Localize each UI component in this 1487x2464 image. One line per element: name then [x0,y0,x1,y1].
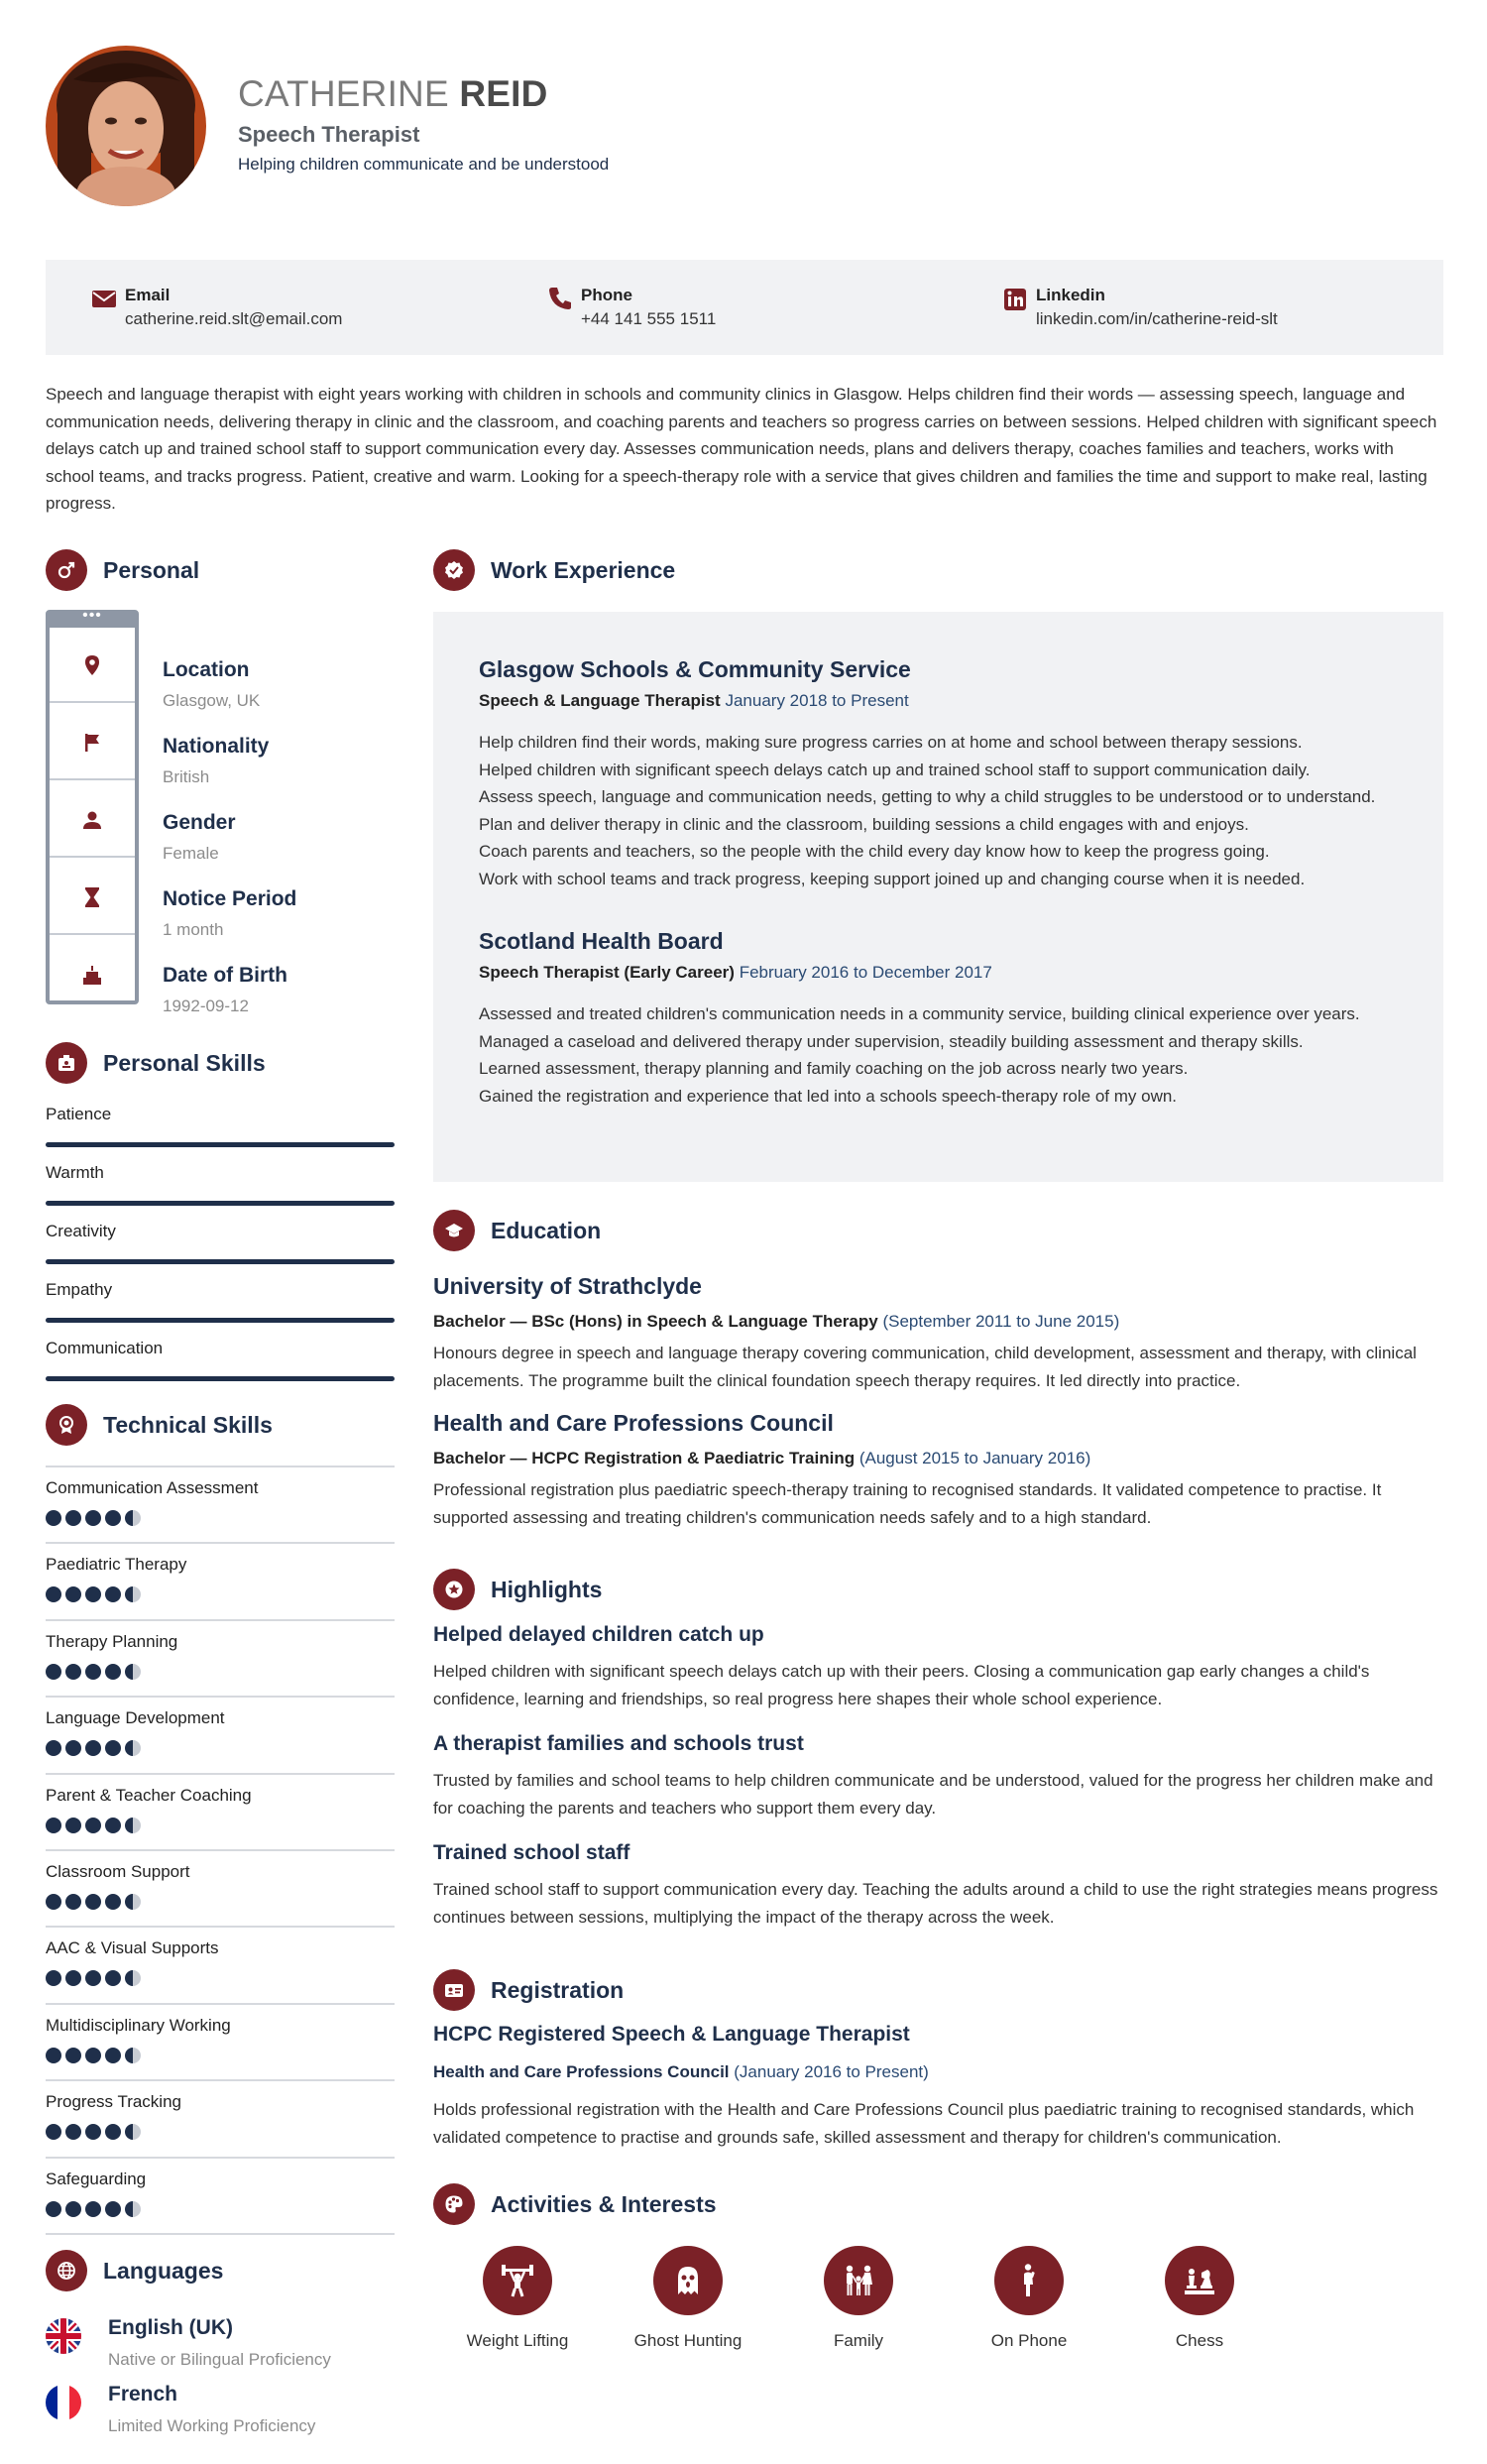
rating-dot-filled [85,1510,101,1526]
personal-icon-panel [46,607,139,1004]
location-pin-icon [81,654,103,676]
email-value[interactable]: catherine.reid.slt@email.com [125,309,343,328]
skill-rating [46,1510,145,1526]
skill-rating [46,1970,145,1986]
uk-flag-icon [46,2318,81,2354]
activity-label: Ghost Hunting [633,2331,743,2350]
rating-dot-filled [46,2201,61,2217]
rating-dot-filled [105,2201,121,2217]
skill-rating [46,2048,145,2063]
rating-dot-filled [105,1664,121,1680]
rating-dot-filled [85,2201,101,2217]
rating-dot-filled [65,1894,81,1910]
skill-bar [46,1142,395,1147]
skill-divider [46,1619,395,1621]
registration-issuer: Health and Care Professions Council [433,2062,730,2081]
skill-divider [46,2233,395,2235]
personal-key: Gender [163,811,236,834]
skill-divider [46,1542,395,1544]
job-meta [479,691,1430,711]
job-bullets [479,1000,1430,1110]
highlight-item [433,1623,1443,1712]
rating-dot-filled [65,2048,81,2063]
first-name: CATHERINE [238,73,449,114]
job-meta [479,963,1430,983]
rating-dot-filled [46,2124,61,2140]
hourglass-icon [81,886,103,908]
id-card-icon [433,1969,475,2011]
skill-rating [46,2124,145,2140]
personal-notice-period [163,887,296,940]
personal-key: Date of Birth [163,964,287,987]
activity-item [1135,2246,1264,2351]
rating-dot-half [125,1818,141,1833]
job-bullet: Helped children with significant speech delays catch up and trained school staff to support communication daily. [479,760,1311,779]
id-badge-icon [46,1042,87,1084]
candidate-name [238,73,548,115]
rating-dot-filled [85,1586,101,1602]
star-badge-icon [433,1569,475,1610]
rating-dot-filled [85,1818,101,1833]
highlight-item [433,1841,1443,1931]
section-title: Work Experience [491,557,676,583]
rating-dot-filled [85,1894,101,1910]
skill-name: Multidisciplinary Working [46,2015,231,2035]
work-experience-panel [433,612,1443,1182]
mail-icon [91,286,117,311]
language-level: Limited Working Proficiency [108,2416,316,2435]
skill-name: Empathy [46,1280,113,1299]
skill-name: Paediatric Therapy [46,1555,187,1575]
education-degree: Bachelor — HCPC Registration & Paediatric Training [433,1449,856,1467]
ghost-icon [653,2246,723,2315]
skill-rating [46,2201,145,2217]
personal-cell [50,628,135,703]
flag-icon [81,732,103,754]
job-bullet: Plan and deliver therapy in clinic and the classroom, building sessions a child engages with and enjoys. [479,814,1249,834]
rating-dot-half [125,2201,141,2217]
skill-divider [46,1849,395,1851]
registration-dates: (January 2016 to Present) [734,2062,929,2081]
skill-bar [46,1201,395,1206]
skill-bar [46,1318,395,1323]
rating-dot-filled [65,1740,81,1756]
panel-dots-icon: ••• [82,607,102,624]
rating-dot-filled [65,1586,81,1602]
skill-name: Safeguarding [46,2169,147,2188]
section-title: Activities & Interests [491,2191,717,2217]
skill-rating [46,1740,145,1756]
profile-photo [46,46,206,206]
job-bullets [479,729,1430,892]
personal-key: Nationality [163,735,270,758]
skill-divider [46,1466,395,1467]
job-role: Speech Therapist [238,122,420,147]
rating-dot-filled [65,1970,81,1986]
section-title: Languages [103,2258,224,2284]
personal-location [163,658,260,711]
job-bullet: Learned assessment, therapy planning and family coaching on the job across nearly two years. [479,1059,1189,1078]
rating-dot-filled [85,1970,101,1986]
activity-label: Weight Lifting [466,2331,569,2350]
rating-dot-half [125,2124,141,2140]
skill-rating [46,1818,145,1833]
rating-dot-half [125,1970,141,1986]
registration-meta [433,2062,1443,2082]
personal-skill [46,1105,395,1124]
education-description: Professional registration plus paediatric speech-therapy training to recognised standards. It validated competence to practise. It supported assessing and treating children's communication needs safely and to a high standard. [433,1480,1382,1527]
rating-dot-half [125,1510,141,1526]
rating-dot-filled [65,2201,81,2217]
highlight-item [433,1732,1443,1821]
job-bullet: Coach parents and teachers, so the people with the child every day know how to keep the progress going. [479,842,1270,861]
weightlifting-icon [483,2246,552,2315]
job-organization: Glasgow Schools & Community Service [479,656,911,682]
personal-cell [50,937,135,1012]
job-bullet: Help children find their words, making sure progress carries on at home and school between therapy sessions. [479,733,1303,752]
rating-dot-filled [85,2048,101,2063]
job-title: Speech Therapist (Early Career) [479,963,735,982]
rating-dot-filled [46,1970,61,1986]
highlight-description: Trusted by families and school teams to help children communicate and be understood, valued for the progress her children make and for coaching the parents and teachers who support them every day. [433,1771,1433,1818]
personal-cell [50,860,135,935]
skill-name: Parent & Teacher Coaching [46,1785,252,1805]
globe-icon [46,2250,87,2291]
education-meta [433,1449,1443,1468]
section-title: Registration [491,1977,625,2003]
activity-label: Family [833,2331,884,2350]
highlight-description: Trained school staff to support communication every day. Teaching the adults around a child to use the right strategies means progress continues between sessions, multiplying the impact of the therapy across the week. [433,1880,1438,1927]
contact-label: Email [125,286,171,304]
skill-bar [46,1259,395,1264]
language-name: French [108,2383,178,2405]
skill-name: Creativity [46,1222,116,1240]
job-bullet: Managed a caseload and delivered therapy under supervision, steadily building assessment and therapy skills. [479,1031,1304,1051]
skill-name: AAC & Visual Supports [46,1938,219,1958]
skill-name: Classroom Support [46,1862,190,1881]
education-dates: (September 2011 to June 2015) [882,1312,1120,1331]
highlight-title: A therapist families and schools trust [433,1732,804,1755]
personal-value: Female [163,844,219,863]
activity-item [794,2246,923,2351]
job-organization: Scotland Health Board [479,928,724,954]
personal-value: Glasgow, UK [163,691,261,710]
rating-dot-filled [46,1818,61,1833]
rating-dot-filled [46,1894,61,1910]
rating-dot-filled [65,1510,81,1526]
skill-rating [46,1586,145,1602]
skill-name: Warmth [46,1163,104,1182]
rating-dot-filled [46,1510,61,1526]
rating-dot-filled [85,1740,101,1756]
activity-label: Chess [1175,2331,1224,2350]
highlight-title: Helped delayed children catch up [433,1623,764,1646]
skill-divider [46,2003,395,2005]
section-title: Personal Skills [103,1050,266,1076]
education-entry [433,1273,1443,1394]
language-name: English (UK) [108,2316,233,2339]
rating-dot-filled [65,1818,81,1833]
skill-name: Therapy Planning [46,1631,178,1651]
section-title: Personal [103,557,200,583]
rating-dot-half [125,1664,141,1680]
resume-header [46,46,1443,206]
professional-summary: Speech and language therapist with eight years working with children in schools and community clinics in Glasgow. Helps children find their words — assessing speech, language and communication needs, delivering therapy in clinic and the classroom, and coaching parents and teachers so progress carries on between sessions. Helped children with significant speech delays catch up and trained school staff to support communication every day. Assesses communication needs, plans and delivers therapy, coaches families and teachers, works with school teams, and tracks progress. Patient, creative and warm. Looking for a speech-therapy role with a service that gives children and families the time and support to make real, lasting progress. [46,385,1437,513]
skill-rating [46,1894,145,1910]
family-icon [824,2246,893,2315]
job-entry [479,656,1430,892]
rating-dot-filled [65,2124,81,2140]
rating-dot-filled [105,1818,121,1833]
education-institution: Health and Care Professions Council [433,1410,834,1436]
skill-name: Progress Tracking [46,2092,181,2112]
rating-dot-filled [46,1740,61,1756]
section-title: Technical Skills [103,1412,273,1438]
skill-name: Language Development [46,1708,225,1728]
personal-key: Location [163,658,250,681]
personal-value: British [163,767,210,786]
personal-date-of-birth [163,964,287,1016]
skill-rating [46,1664,145,1680]
cake-icon [81,964,103,986]
skill-divider [46,1773,395,1775]
rating-dot-filled [46,2048,61,2063]
skill-name: Communication [46,1339,164,1357]
education-description: Honours degree in speech and language therapy covering communication, child development, assessment and therapy, with clinical placements. The programme built the clinical foundation speech therapy requires. It led directly into practice. [433,1344,1417,1390]
rating-dot-filled [105,1970,121,1986]
verified-badge-icon [433,549,475,591]
job-dates: January 2018 to Present [725,691,909,710]
last-name: REID [459,73,548,114]
palette-icon [433,2183,475,2225]
section-title: Education [491,1218,602,1243]
job-entry [479,928,1430,1110]
skill-bar [46,1376,395,1381]
personal-value: 1 month [163,920,224,939]
education-entry [433,1410,1443,1531]
skill-divider [46,2079,395,2081]
personal-skill [46,1280,395,1300]
highlight-description: Helped children with significant speech delays catch up with their peers. Closing a communication gap early changes a child's confidence, learning and friendships, so real progress here shapes their whole school experience. [433,1662,1370,1708]
rating-dot-half [125,1586,141,1602]
job-bullet: Assess speech, language and communication needs, getting to why a child struggles to be understood or to understand. [479,787,1376,806]
phone-icon [547,286,573,311]
chess-icon [1165,2246,1234,2315]
rating-dot-half [125,2048,141,2063]
rating-dot-filled [46,1664,61,1680]
contact-label: Linkedin [1036,286,1105,304]
france-flag-icon [46,2385,81,2420]
activity-item [965,2246,1093,2351]
rating-dot-filled [105,1510,121,1526]
linkedin-value[interactable]: linkedin.com/in/catherine-reid-slt [1036,309,1278,328]
skill-divider [46,1696,395,1698]
education-meta [433,1312,1443,1332]
personal-skill [46,1339,395,1358]
gender-icon [46,549,87,591]
personal-key: Notice Period [163,887,297,910]
rating-dot-filled [46,1586,61,1602]
rating-dot-half [125,1740,141,1756]
registration-description: Holds professional registration with the Health and Care Professions Council plus paediatric training to recognised standards, which validated competence to practise and grounds safe, skilled assessment and therapy for children's communication. [433,2100,1415,2147]
award-icon [46,1404,87,1446]
phone-call-icon [994,2246,1064,2315]
job-title: Speech & Language Therapist [479,691,721,710]
rating-dot-half [125,1894,141,1910]
activity-item [624,2246,752,2351]
rating-dot-filled [65,1664,81,1680]
contact-label: Phone [581,286,632,304]
rating-dot-filled [105,1740,121,1756]
rating-dot-filled [85,2124,101,2140]
tagline: Helping children communicate and be understood [238,155,610,174]
personal-value: 1992-09-12 [163,997,249,1015]
rating-dot-filled [105,2124,121,2140]
activity-label: On Phone [990,2331,1068,2350]
education-dates: (August 2015 to January 2016) [858,1449,1091,1467]
job-dates: February 2016 to December 2017 [739,963,992,982]
activity-item [453,2246,582,2351]
personal-cell [50,782,135,858]
linkedin-icon [1002,286,1028,311]
contact-bar [46,260,1443,355]
job-bullet: Work with school teams and track progress, keeping support joined up and changing course when it is needed. [479,869,1306,888]
graduation-cap-icon [433,1210,475,1251]
language-level: Native or Bilingual Proficiency [108,2350,331,2369]
phone-value[interactable]: +44 141 555 1511 [581,309,717,328]
rating-dot-filled [85,1664,101,1680]
registration-entry [433,2023,1443,2151]
personal-skill [46,1222,395,1241]
section-title: Highlights [491,1577,603,1602]
rating-dot-filled [105,1894,121,1910]
person-icon [81,809,103,831]
personal-gender [163,811,236,864]
education-institution: University of Strathclyde [433,1273,702,1299]
skill-divider [46,1926,395,1928]
highlight-title: Trained school staff [433,1841,630,1864]
skill-name: Communication Assessment [46,1478,259,1497]
rating-dot-filled [105,1586,121,1602]
education-degree: Bachelor — BSc (Hons) in Speech & Language Therapy [433,1312,878,1331]
job-bullet: Gained the registration and experience that led into a schools speech-therapy role of my own. [479,1086,1178,1106]
job-bullet: Assessed and treated children's communication needs in a community service, building clinical experience over years. [479,1004,1360,1023]
rating-dot-filled [105,2048,121,2063]
skill-divider [46,2157,395,2159]
registration-title: HCPC Registered Speech & Language Therapist [433,2023,910,2046]
personal-skill [46,1163,395,1183]
personal-cell [50,705,135,780]
personal-nationality [163,735,269,787]
skill-name: Patience [46,1105,112,1123]
